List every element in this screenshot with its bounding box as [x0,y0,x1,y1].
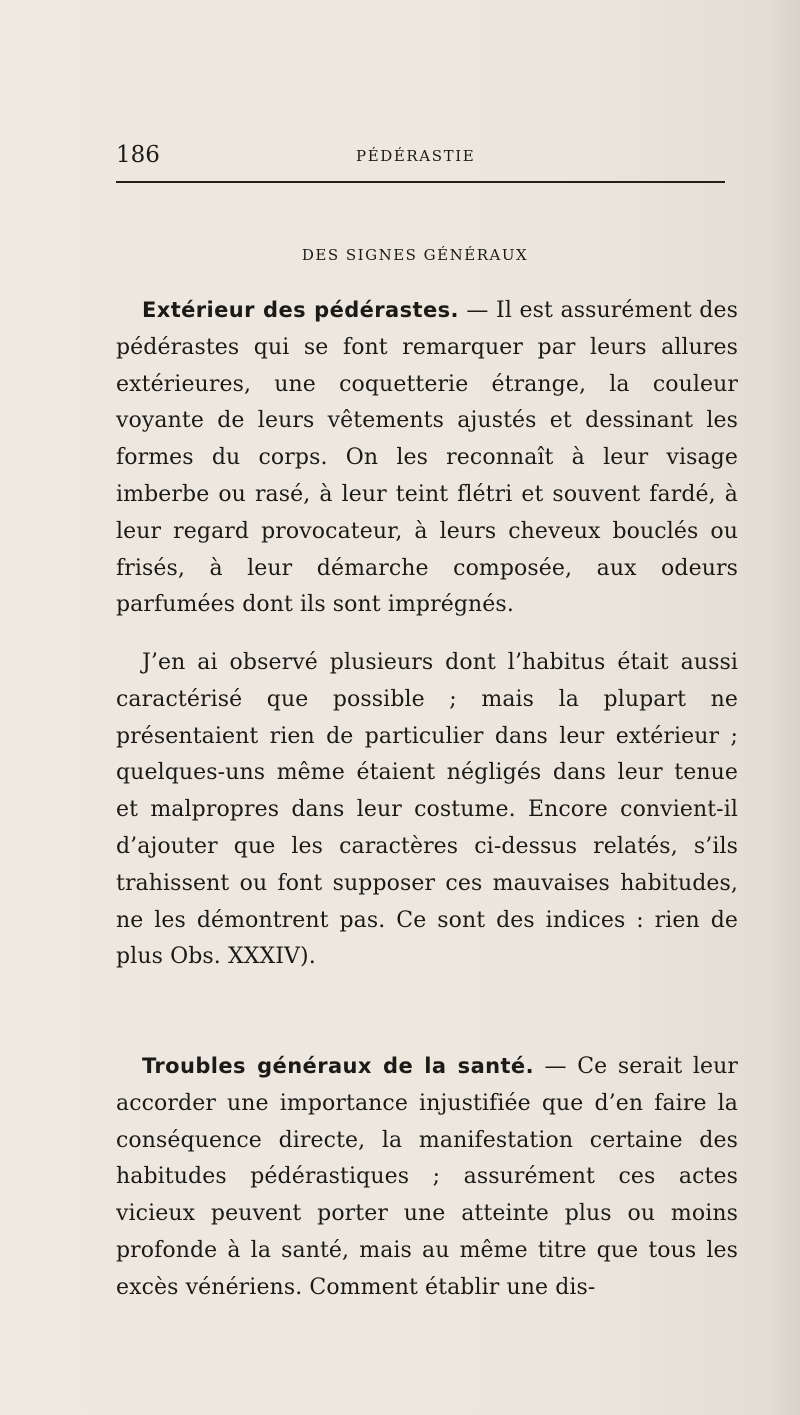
running-title: PÉDÉRASTIE [356,147,476,165]
header-rule [116,181,725,183]
paragraph-troubles [116,1048,738,1307]
running-head [116,142,724,172]
paragraph-heading: Troubles généraux de la santé. [142,1054,534,1078]
paragraph-exterieur [116,292,738,624]
paragraph-text: — Ce serait leur accorder une importance injustifiée que d’en faire la conséquence directe, la manifestation certaine des habitudes pédérastiques ; assurément ces actes vicieux peuvent porter une atteinte plus ou moins profonde à la santé, mais au même titre que tous les excès vénériens. Comment établir une dis- [116,1054,738,1300]
paragraph-heading: Extérieur des pédérastes. [142,298,459,322]
section-heading: DES SIGNES GÉNÉRAUX [301,246,529,264]
page-number: 186 [116,142,160,168]
paragraph-observations [116,645,738,976]
paragraph-text: J’en ai observé plusieurs dont l’habitus était aussi caractérisé que possible ; mais la plupart ne présentaient rien de particulier dans leur extérieur ; quelques-uns même étaient négligés dans leur tenue et malpropres dans leur costume. Encore convient-il d’ajouter que les caractères ci-dessus relatés, s’ils trahissent ou font supposer ces mauvaises habitudes, ne les démontrent pas. Ce sont des indices : rien de plus Obs. XXXIV). [116,650,738,970]
paragraph-text: — Il est assurément des pédérastes qui se font remarquer par leurs allures extérieures, une coquetterie étrange, la couleur voyante de leurs vêtements ajustés et dessinant les formes du corps. On les reconnaît à leur visage imberbe ou rasé, à leur teint flétri et souvent fardé, à leur regard provocateur, à leurs cheveux bouclés ou frisés, à leur démarche composée, aux odeurs parfumées dont ils sont imprégnés. [116,298,738,618]
